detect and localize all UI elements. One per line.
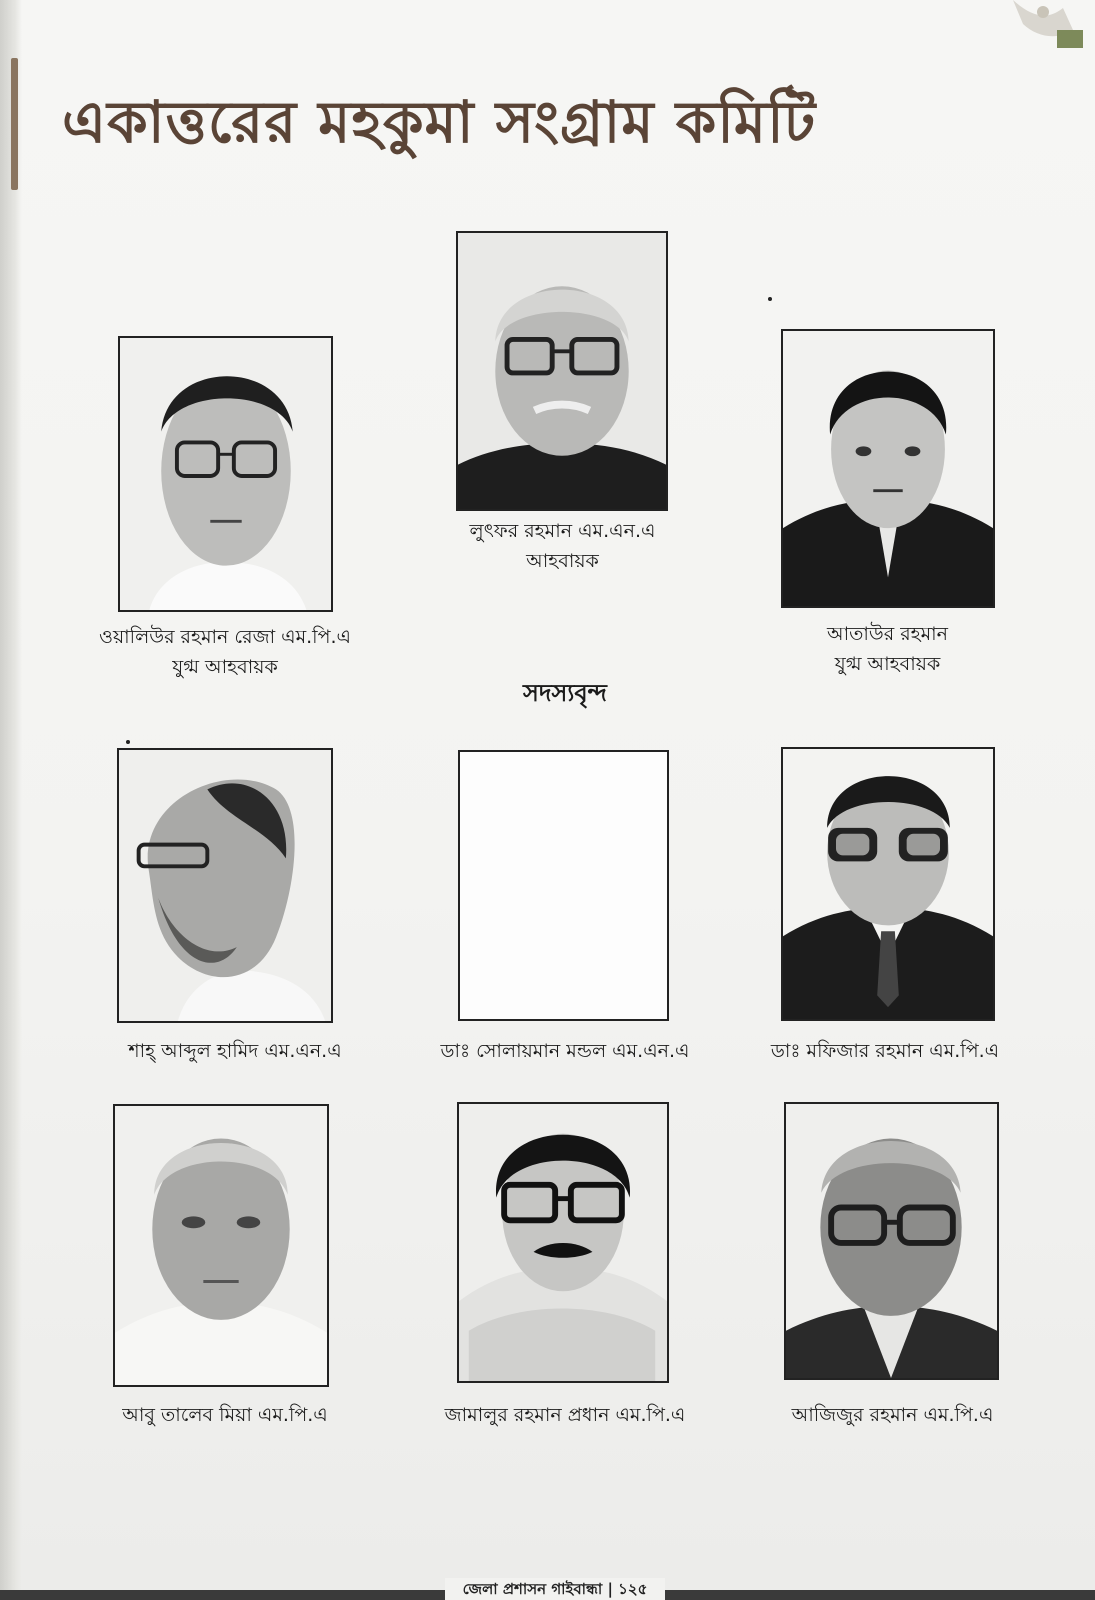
caption-abu-taleb-mia	[85, 1400, 365, 1430]
member-name: জামালুর রহমান প্রধান এম.পি.এ	[444, 1404, 686, 1426]
leader-name: ওয়ালিউর রহমান রেজা এম.পি.এ	[98, 626, 352, 648]
member-name: আবু তালেব মিয়া এম.পি.এ	[122, 1404, 328, 1426]
corner-logo-icon	[1003, 0, 1085, 58]
member-name: ডাঃ সোলায়মান মন্ডল এম.এন.এ	[440, 1040, 690, 1062]
member-name: ডাঃ মফিজার রহমান এম.পি.এ	[770, 1040, 1000, 1062]
caption-lutfar-rahman	[420, 516, 705, 576]
portrait-lutfar-rahman	[456, 231, 668, 511]
caption-shah-abdul-hamid	[90, 1036, 380, 1066]
portrait-mofizar-rahman	[781, 747, 995, 1021]
leader-name: লুৎফর রহমান এম.এন.এ	[469, 520, 656, 542]
caption-jamalur-rahman-pradhan	[410, 1400, 720, 1430]
caption-ataur-rahman	[760, 619, 1015, 679]
spine-mark	[11, 58, 18, 190]
page-title: একাত্তরের মহকুমা সংগ্রাম কমিটি	[62, 88, 817, 156]
footer-rule-right	[665, 1590, 1095, 1600]
leader-role: যুগ্ম আহবায়ক	[834, 653, 941, 675]
footer-rule-left	[0, 1590, 445, 1600]
leader-name: আতাউর রহমান	[826, 623, 949, 645]
caption-waliur-rahman-reza	[70, 622, 380, 682]
portrait-shah-abdul-hamid	[117, 748, 333, 1023]
leader-role: যুগ্ম আহবায়ক	[172, 656, 278, 678]
member-name: শাহ্ আব্দুল হামিদ এম.এন.এ	[128, 1040, 342, 1062]
portrait-abu-taleb-mia	[113, 1104, 329, 1387]
footer-page-label: জেলা প্রশাসন গাইবান্ধা | ১২৫	[445, 1578, 665, 1600]
portrait-placeholder-solaiman-mondal	[458, 750, 669, 1021]
speck	[126, 740, 130, 744]
portrait-azizur-rahman	[784, 1102, 999, 1380]
portrait-ataur-rahman	[781, 329, 995, 608]
caption-mofizar-rahman	[740, 1036, 1030, 1066]
caption-solaiman-mondal	[415, 1036, 715, 1066]
leader-role: আহবায়ক	[526, 550, 599, 572]
speck	[768, 297, 772, 301]
caption-azizur-rahman	[765, 1400, 1020, 1430]
members-heading: সদস্যবৃন্দ	[523, 679, 607, 707]
portrait-jamalur-rahman-pradhan	[457, 1102, 669, 1383]
portrait-waliur-rahman-reza	[118, 336, 333, 612]
member-name: আজিজুর রহমান এম.পি.এ	[791, 1404, 994, 1426]
